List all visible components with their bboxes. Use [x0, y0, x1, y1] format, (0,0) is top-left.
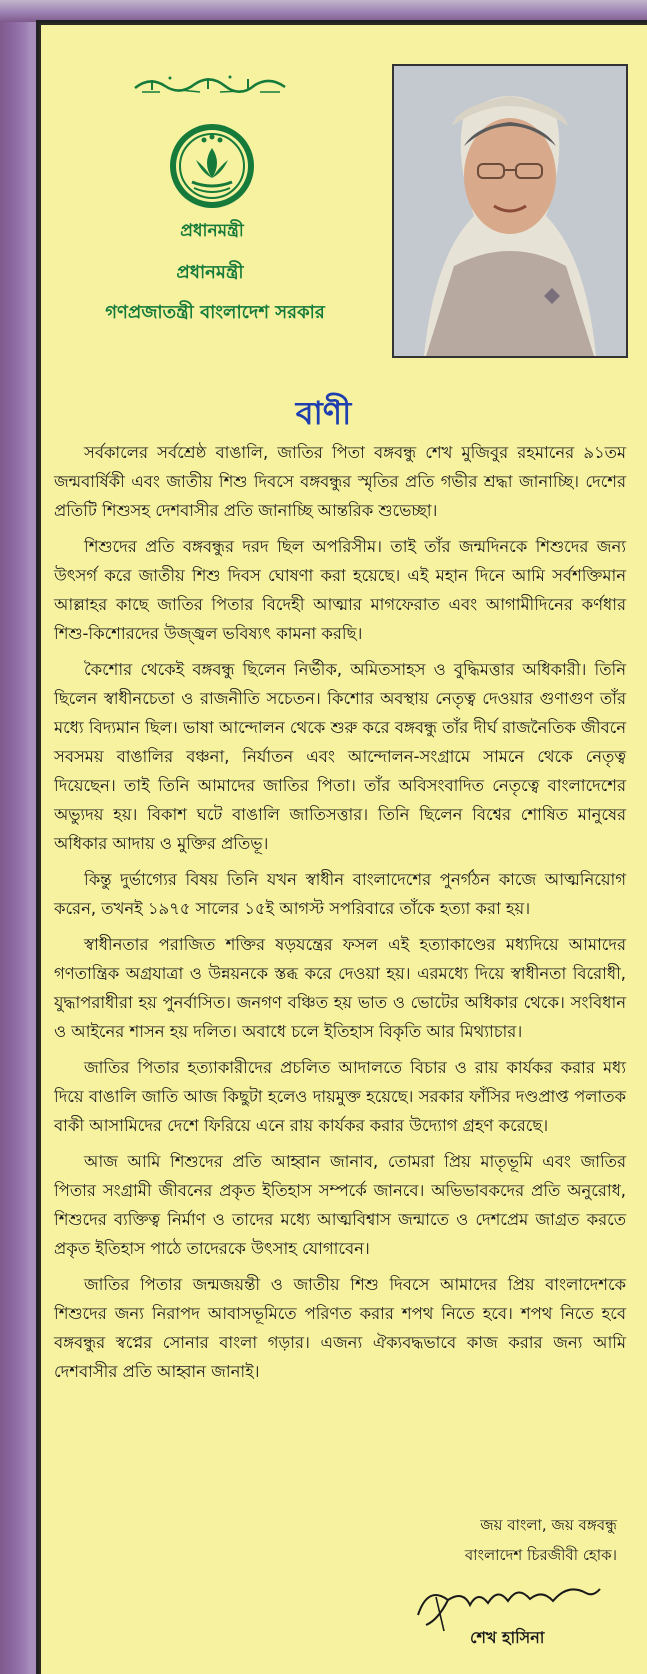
signatory-name: শেখ হাসিনা [470, 1628, 545, 1647]
paragraph: কৈশোর থেকেই বঙ্গবন্ধু ছিলেন নির্ভীক, অমিতসাহস ও বুদ্ধিমত্তার অধিকারী। তিনি ছিলেন স্বাধীনচেতা ও রাজনীতি সচেতন। কিশোর অবস্থায় নেতৃত্ব দেওয়ার গুণাগুণ তাঁর মধ্যে বিদ্যমান ছিল। ভাষা আন্দোলন থেকে শুরু করে বঙ্গবন্ধু তাঁর দীর্ঘ রাজনৈতিক জীবনে সবসময় বাঙালির বঞ্চনা, নির্যাতন এবং আন্দোলন-সংগ্রামে সামনে থেকে নেতৃত্ব দিয়েছেন। তাই তিনি আমাদের জাতির পিতা। তাঁর অবিসংবাদিত নেতৃত্বে বাংলাদেশের অভ্যুদয় হয়। বিকাশ ঘটে বাঙালি জাতিসত্তার। তিনি ছিলেন বিশ্বের শোষিত মানুষের অধিকার আদায় ও মুক্তির প্রতিভূ। [54, 660, 626, 853]
page-title: বাণী [295, 394, 352, 432]
government-emblem [152, 118, 272, 248]
paragraph: স্বাধীনতার পরাজিত শক্তির ষড়যন্ত্রের ফসল এই হত্যাকাণ্ডের মধ্যদিয়ে আমাদের গণতান্ত্রিক অগ্রযাত্রা ও উন্নয়নকে স্তব্ধ করে দেওয়া হয়। এরমধ্যে দিয়ে স্বাধীনতা বিরোধী, যুদ্ধাপরাধীরা হয় পুনর্বাসিত। জনগণ বঞ্চিত হয় ভাত ও ভোটের অধিকার থেকে। সংবিধান ও আইনের শাসন হয় দলিত। অবাধে চলে ইতিহাস বিকৃতি আর মিথ্যাচার। [54, 935, 626, 1041]
government-name: গণপ্রজাতন্ত্রী বাংলাদেশ সরকার [105, 302, 325, 323]
emblem-script: প্রধানমন্ত্রী [180, 221, 244, 241]
closing-lines [465, 1510, 617, 1570]
message-body [54, 438, 626, 1393]
frame-top-edge [0, 0, 647, 22]
paragraph: আজ আমি শিশুদের প্রতি আহ্বান জানাব, তোমরা প্রিয় মাতৃভূমি এবং জাতির পিতার সংগ্রামী জীবনের প্রকৃত ইতিহাস সম্পর্কে জানবে। অভিভাবকদের প্রতি অনুরোধ, শিশুদের ব্যক্তিত্ব নির্মাণ ও তাদের মধ্যে আত্মবিশ্বাস জন্মাতে ও দেশপ্রেম জাগ্রত করতে প্রকৃত ইতিহাস পাঠে তাদেরকে উৎসাহ যোগাবেন। [54, 1152, 626, 1258]
bismillah-calligraphy [130, 70, 290, 100]
office-title: প্রধানমন্ত্রী [176, 262, 244, 283]
paragraph: জাতির পিতার জন্মজয়ন্তী ও জাতীয় শিশু দিবসে আমাদের প্রিয় বাংলাদেশকে শিশুদের জন্য নিরাপদ আবাসভূমিতে পরিণত করার শপথ নিতে হবে। শপথ নিতে হবে বঙ্গবন্ধুর স্বপ্নের সোনার বাংলা গড়ার। এজন্য ঐক্যবদ্ধভাবে কাজ করার জন্য আমি দেশবাসীর প্রতি আহ্বান জানাই। [54, 1275, 626, 1381]
closing-line-2: বাংলাদেশ চিরজীবী হোক। [464, 1546, 617, 1564]
portrait-photo [392, 64, 628, 358]
paragraph: শিশুদের প্রতি বঙ্গবন্ধুর দরদ ছিল অপরিসীম। তাই তাঁর জন্মদিনকে শিশুদের জন্য উৎসর্গ করে জাতীয় শিশু দিবস ঘোষণা করা হয়েছে। এই মহান দিনে আমি সর্বশক্তিমান আল্লাহর কাছে জাতির পিতার বিদেহী আত্মার মাগফেরাত এবং আগামীদিনের কর্ণধার শিশু-কিশোরদের উজ্জ্বল ভবিষ্যৎ কামনা করছি। [54, 537, 626, 643]
paragraph: সর্বকালের সর্বশ্রেষ্ঠ বাঙালি, জাতির পিতা বঙ্গবন্ধু শেখ মুজিবুর রহমানের ৯১তম জন্মবার্ষিকী এবং জাতীয় শিশু দিবসে বঙ্গবন্ধুর স্মৃতির প্রতি গভীর শ্রদ্ধা জানাচ্ছি। দেশের প্রতিটি শিশুসহ দেশবাসীর প্রতি জানাচ্ছি আন্তরিক শুভেচ্ছা। [54, 443, 626, 520]
closing-line-1: জয় বাংলা, জয় বঙ্গবন্ধু [480, 1516, 617, 1534]
paragraph: কিন্তু দুর্ভাগ্যের বিষয় তিনি যখন স্বাধীন বাংলাদেশের পুনর্গঠন কাজে আত্মনিয়োগ করেন, তখনই ১৯৭৫ সালের ১৫ই আগস্ট সপরিবারে তাঁকে হত্যা করা হয়। [54, 870, 626, 918]
paragraph: জাতির পিতার হত্যাকারীদের প্রচলিত আদালতে বিচার ও রায় কার্যকর করার মধ্য দিয়ে বাঙালি জাতি আজ কিছুটা হলেও দায়মুক্ত হয়েছে। সরকার ফাঁসির দণ্ডপ্রাপ্ত পলাতক বাকী আসামিদের দেশে ফিরিয়ে এনে রায় কার্যকর করার উদ্যোগ গ্রহণ করেছে। [54, 1058, 626, 1135]
